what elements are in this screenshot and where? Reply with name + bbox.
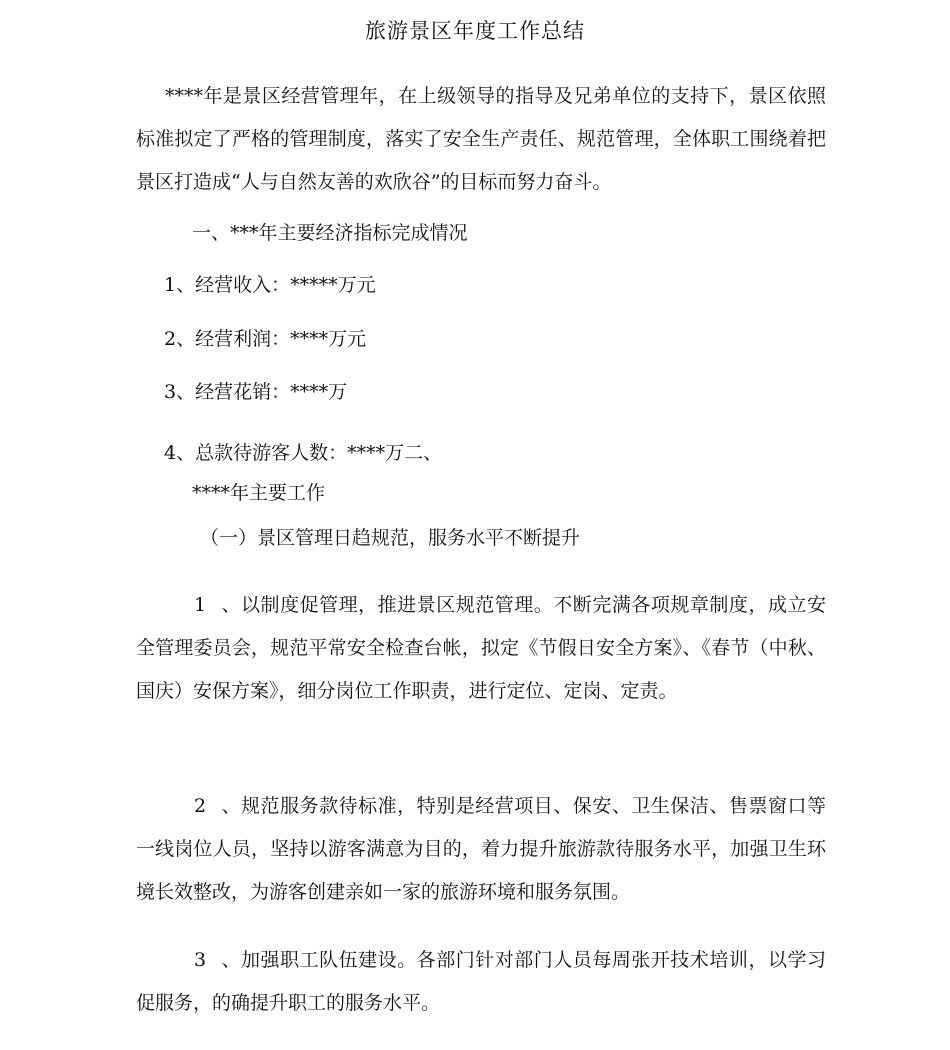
section2-subheading: （一）景区管理日趋规范，服务水平不断提升 <box>200 527 581 549</box>
work-item-text: 、以制度促管理，推进景区规范管理。不断完满各项规章制度，成立安全管理委员会，规范平常安全检查台帐，拟定《节假日安全方案》、《春节（中秋、国庆）安保方案》，细分岗位工作职责，进行定位、定岗、定责。 <box>136 594 826 702</box>
document-title: 旅游景区年度工作总结 <box>365 19 585 43</box>
indicator-item: 3、经营花销：****万 <box>164 381 348 403</box>
work-item-number: 2 <box>194 795 207 817</box>
section2-heading: ****年主要工作 <box>192 482 326 504</box>
work-item-text: 、规范服务款待标准，特别是经营项目、保安、卫生保洁、售票窗口等一线岗位人员，坚持以游客满意为目的，着力提升旅游款待服务水平，加强卫生环境长效整改，为游客创建亲如一家的旅游环境和服务氛围。 <box>136 795 826 903</box>
work-item-text: 、加强职工队伍建设。各部门针对部门人员每周张开技术培训，以学习促服务，的确提升职工的服务水平。 <box>136 949 826 1014</box>
indicator-item: 4、总款待游客人数：****万二、 <box>164 442 443 464</box>
work-item-number: 1 <box>194 594 207 616</box>
indicator-item: 2、经营利润：****万元 <box>164 328 367 350</box>
work-item-paragraph <box>136 785 826 914</box>
work-item-paragraph <box>136 584 826 713</box>
intro-paragraph: ****年是景区经营管理年，在上级领导的指导及兄弟单位的支持下，景区依照标准拟定了严格的管理制度，落实了安全生产责任、规范管理，全体职工围绕着把景区打造成“人与自然友善的欢欣谷”的目标而努力奋斗。 <box>136 85 826 193</box>
section1-heading: 一、***年主要经济指标完成情况 <box>192 222 468 244</box>
work-item-paragraph <box>136 939 826 1025</box>
indicator-item: 1、经营收入：*****万元 <box>164 274 376 296</box>
work-item-number: 3 <box>194 949 207 971</box>
